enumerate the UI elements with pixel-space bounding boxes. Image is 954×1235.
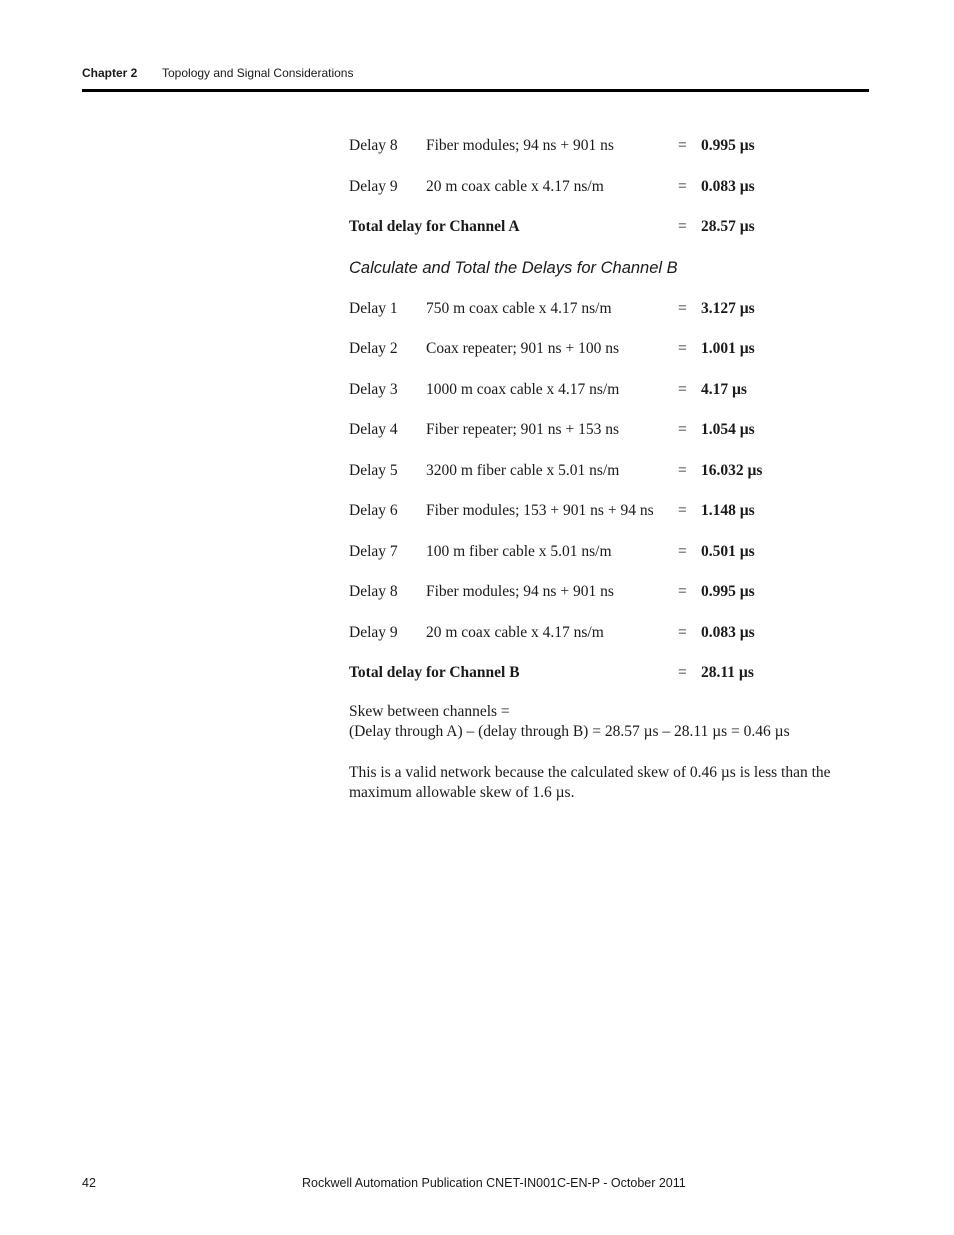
delay-label: Delay 8: [349, 583, 398, 600]
page-number: 42: [82, 1176, 96, 1190]
total-value: 28.57 µs: [701, 218, 755, 235]
equals-sign: =: [678, 380, 687, 398]
delay-value: 0.995 µs: [701, 137, 755, 154]
equals-sign: =: [678, 218, 687, 235]
delay-value: 0.501 µs: [701, 542, 755, 560]
delay-row: [349, 580, 849, 621]
chapter-title: Topology and Signal Considerations: [162, 66, 354, 80]
delay-label: Delay 7: [349, 542, 398, 560]
delay-description: Coax repeater; 901 ns + 100 ns: [426, 340, 619, 357]
delay-row: [349, 499, 849, 540]
delay-value: 0.083 µs: [701, 623, 755, 641]
delay-label: Delay 8: [349, 137, 398, 154]
delay-row: [349, 621, 849, 662]
equals-sign: =: [678, 461, 687, 479]
delay-value: 1.148 µs: [701, 502, 755, 519]
channel-a-delay-list: [349, 134, 849, 215]
delay-label: Delay 1: [349, 299, 398, 317]
equals-sign: =: [678, 542, 687, 560]
delay-description: Fiber modules; 153 + 901 ns + 94 ns: [426, 502, 654, 519]
delay-value: 0.083 µs: [701, 177, 755, 195]
section-title-channel-b: Calculate and Total the Delays for Channel B: [349, 258, 678, 277]
delay-value: 1.001 µs: [701, 340, 755, 357]
delay-value: 0.995 µs: [701, 583, 755, 600]
delay-description: 750 m coax cable x 4.17 ns/m: [426, 299, 612, 317]
channel-b-total-row: [349, 661, 849, 702]
delay-description: 100 m fiber cable x 5.01 ns/m: [426, 542, 612, 560]
skew-line-2: (Delay through A) – (delay through B) = 28.57 µs – 28.11 µs = 0.46 µs: [349, 723, 790, 740]
delay-value: 3.127 µs: [701, 299, 755, 317]
delay-label: Delay 9: [349, 623, 398, 641]
delay-description: 1000 m coax cable x 4.17 ns/m: [426, 380, 620, 398]
delay-row: [349, 134, 849, 175]
equals-sign: =: [678, 583, 687, 600]
delay-row: [349, 175, 849, 216]
equals-sign: =: [678, 623, 687, 641]
delay-label: Delay 3: [349, 380, 398, 398]
delay-value: 1.054 µs: [701, 421, 755, 438]
equals-sign: =: [678, 421, 687, 438]
total-value: 28.11 µs: [701, 664, 754, 681]
delay-value: 4.17 µs: [701, 380, 747, 398]
delay-row: [349, 378, 849, 419]
equals-sign: =: [678, 664, 687, 681]
delay-description: 20 m coax cable x 4.17 ns/m: [426, 623, 604, 641]
total-label: Total delay for Channel A: [349, 218, 520, 235]
delay-label: Delay 4: [349, 421, 398, 438]
equals-sign: =: [678, 177, 687, 195]
delay-description: 20 m coax cable x 4.17 ns/m: [426, 177, 604, 195]
chapter-label: Chapter 2: [82, 66, 138, 80]
equals-sign: =: [678, 137, 687, 154]
delay-description: 3200 m fiber cable x 5.01 ns/m: [426, 461, 620, 479]
delay-value: 16.032 µs: [701, 461, 763, 479]
equals-sign: =: [678, 340, 687, 357]
delay-description: Fiber repeater; 901 ns + 153 ns: [426, 421, 619, 438]
delay-label: Delay 6: [349, 502, 398, 519]
delay-row: [349, 297, 849, 338]
delay-description: Fiber modules; 94 ns + 901 ns: [426, 583, 614, 600]
channel-b-delay-list: [349, 297, 849, 662]
page-content: [349, 134, 849, 804]
delay-row: [349, 418, 849, 459]
skew-line-1: Skew between channels =: [349, 702, 510, 720]
equals-sign: =: [678, 502, 687, 519]
equals-sign: =: [678, 299, 687, 317]
delay-description: Fiber modules; 94 ns + 901 ns: [426, 137, 614, 154]
delay-row: [349, 540, 849, 581]
total-label: Total delay for Channel B: [349, 664, 520, 681]
delay-row: [349, 337, 849, 378]
delay-label: Delay 2: [349, 340, 398, 357]
header-rule: [82, 89, 869, 92]
skew-paragraph: [349, 702, 849, 743]
delay-label: Delay 5: [349, 461, 398, 479]
delay-row: [349, 459, 849, 500]
conclusion-paragraph: This is a valid network because the calculated skew of 0.46 µs is less than the maximum allowable skew of 1.6 µs.: [349, 763, 831, 801]
channel-a-total-row: [349, 215, 849, 256]
publication-info: Rockwell Automation Publication CNET-IN001C-EN-P - October 2011: [302, 1176, 686, 1190]
delay-label: Delay 9: [349, 177, 398, 195]
